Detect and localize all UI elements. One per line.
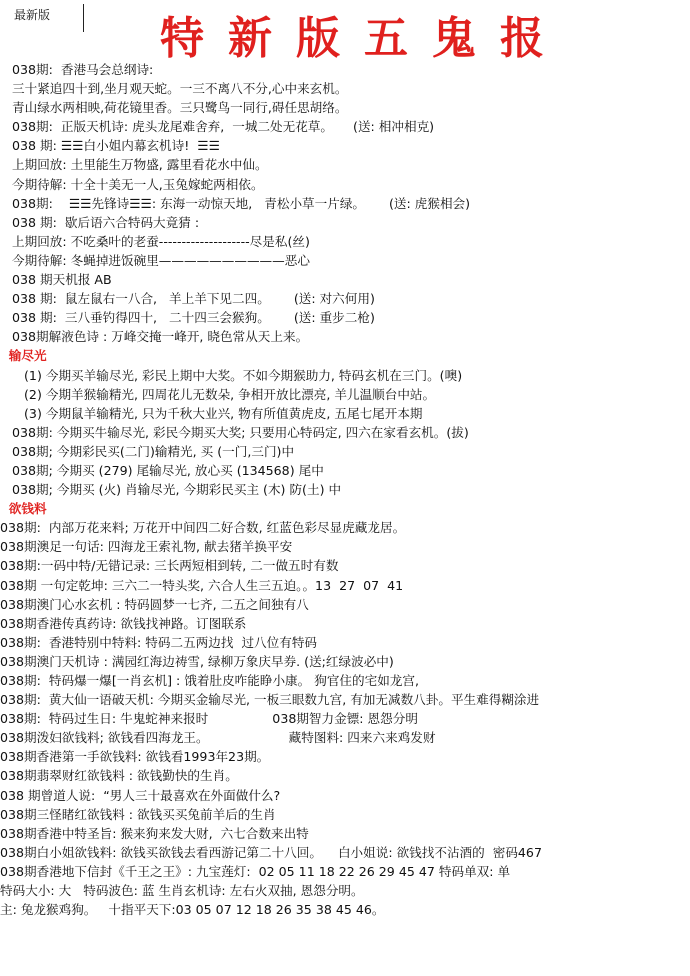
text-line: 上期回放: 不吃桑叶的老蚕--------------------尽是私(丝) — [0, 233, 310, 249]
text-line: 038期澳门心水玄机 : 特码圆梦一七齐, 二五之间独有八 — [0, 596, 309, 612]
text-line: 038期香港第一手欲钱料: 欲钱看1993年23期。 — [0, 749, 270, 765]
text-line: 上期回放: 土里能生万物盛, 露里看花水中仙。 — [0, 157, 268, 173]
text-line: 038期解液色诗 : 万峰交掩一峰开, 晓色常从天上来。 — [0, 329, 309, 345]
text-line: 038 期天机报 AB — [0, 272, 112, 288]
text-line: 038期: 香港特别中特料: 特码二五两边找 过八位有特码 — [0, 634, 318, 650]
text-line: 038期翡翠财红欲钱料 : 欲钱勤快的生肖。 — [0, 768, 238, 784]
text-line: 038期香港中特圣旨: 猴来狗来发大财, 六七合数来出特 — [0, 825, 309, 841]
text-line: 038期: 今期买牛输尽光, 彩民今期买大奖; 只要用心特码定, 四六在家看玄机。(拔) — [0, 424, 469, 440]
text-line: 038期泼妇欲钱料; 欲钱看四海龙王。 藏特图料: 四来六来鸡发财 — [0, 730, 436, 746]
text-line: 038期: 特码过生日: 牛鬼蛇神来报时 038期智力金镖: 恩怨分明 — [0, 711, 418, 727]
text-line: 038期三怪睹红欲钱料 : 欲钱买买兔前羊后的生肖 — [0, 806, 276, 822]
text-line: 038期: ☰☰先锋诗☰☰: 东海一动惊天地, 青松小草一片绿。 (送: 虎猴相会) — [0, 195, 471, 211]
section-heading: 输尽光 — [0, 348, 47, 364]
text-line: 038期: 特码爆一爆[一肖玄机] : 饿着肚皮咋能睁小康。 狗官住的宅如龙宫, — [0, 673, 419, 688]
text-line: 038 期曾道人说: “男人三十最喜欢在外面做什么? — [0, 787, 281, 803]
text-line: 038 期: ☰☰白小姐内幕玄机诗! ☰☰ — [0, 138, 220, 154]
text-line: 今期待解: 十全十美无一人,玉兔嫁蛇两相依。 — [0, 176, 264, 192]
text-line: 038期香港地下信封《千王之王》: 九宝莲灯: 02 05 11 18 22 26 29 45 47 特码单双: 单 — [0, 863, 511, 879]
text-line: 038期; 今期买 (火) 肖输尽光, 今期彩民买主 (木) 防(土) 中 — [0, 482, 342, 498]
text-line: 038期澳门天机诗 : 满园红海边祷雪, 绿柳万象庆早券. (送;红绿波必中) — [0, 653, 394, 669]
text-line: 038期: 黄大仙一语破天机: 今期买金输尽光, 一板三眼数九宫, 有加无减数八卦。平生难得糊涂进 — [0, 692, 540, 708]
text-line: (1) 今期买羊输尽光, 彩民上期中大奖。不如今期猴助力, 特码玄机在三门。(噢) — [0, 367, 463, 383]
page-header — [0, 0, 690, 64]
text-line: 038 期: 鼠左鼠右一八合, 羊上羊下见二四。 (送: 对六何用) — [0, 291, 375, 307]
text-line: 038 期: 三八垂钓得四十, 二十四三会猴狗。 (送: 重步二枪) — [0, 310, 375, 326]
page-title: 特新版五鬼报 — [160, 13, 568, 64]
text-line: 038 期: 歇后语六合特码大竟猜 : — [0, 214, 200, 230]
text-line: 主: 兔龙猴鸡狗。 十指平天下:03 05 07 12 18 26 35 38 45 46。 — [0, 902, 385, 918]
section-heading: 欲钱料 — [0, 501, 47, 517]
text-line: (2) 今期羊猴输精光, 四周花儿无数朵, 争相开放比漂亮, 羊儿温顺台中站。 — [0, 386, 436, 402]
text-line: 038期: 正版天机诗: 虎头龙尾难舍弃, 一城二处无花草。 (送: 相冲相克) — [0, 119, 435, 135]
text-line: 038期:一码中特/无错记录: 三长两短相到转, 二一做五时有数 — [0, 558, 339, 574]
text-line: 038期香港传真药诗: 欲钱找神路。订图联系 — [0, 615, 247, 631]
text-line: 038期 一句定乾坤: 三六二一特头奖, 六合人生三五迫。。13 27 07 41 — [0, 577, 404, 593]
edition-label: 最新版 — [14, 8, 51, 22]
text-line: 三十紧追四十到,坐月观天蛇。一三不离八不分,心中来玄机。 — [0, 81, 348, 97]
text-line: 038期; 今期买 (279) 尾输尽光, 放心买 (134568) 尾中 — [0, 462, 324, 478]
document-body — [0, 60, 690, 919]
text-line: 038期澳足一句话: 四海龙王索礼物, 献去猪羊换平安 — [0, 539, 293, 555]
text-line: 038期白小姐欲钱料: 欲钱买欲钱去看西游记第二十八回。 白小姐说: 欲钱找不沾酒的 密码467 — [0, 844, 542, 860]
text-line: 今期待解: 冬蝇掉进饭碗里——————————恶心 — [0, 252, 310, 268]
text-line: (3) 今期鼠羊输精光, 只为千秋大业兴, 物有所值黄虎皮, 五尾七尾开本期 — [0, 405, 423, 421]
header-divider — [83, 4, 84, 32]
text-line: 特码大小: 大 特码波色: 蓝 生肖玄机诗: 左右火双抽, 恩怨分明。 — [0, 883, 364, 899]
text-line: 038期; 今期彩民买(二门)输精光, 买 (一门,三门)中 — [0, 443, 295, 459]
text-line: 038期: 香港马会总纲诗: — [0, 62, 154, 77]
text-line: 青山绿水两相映,荷花镜里香。三只鹭鸟一同行,碍任思胡络。 — [0, 100, 348, 116]
text-line: 038期: 内部万花来料; 万花开中间四二好合数, 红蓝色彩尽显虎藏龙居。 — [0, 520, 406, 536]
